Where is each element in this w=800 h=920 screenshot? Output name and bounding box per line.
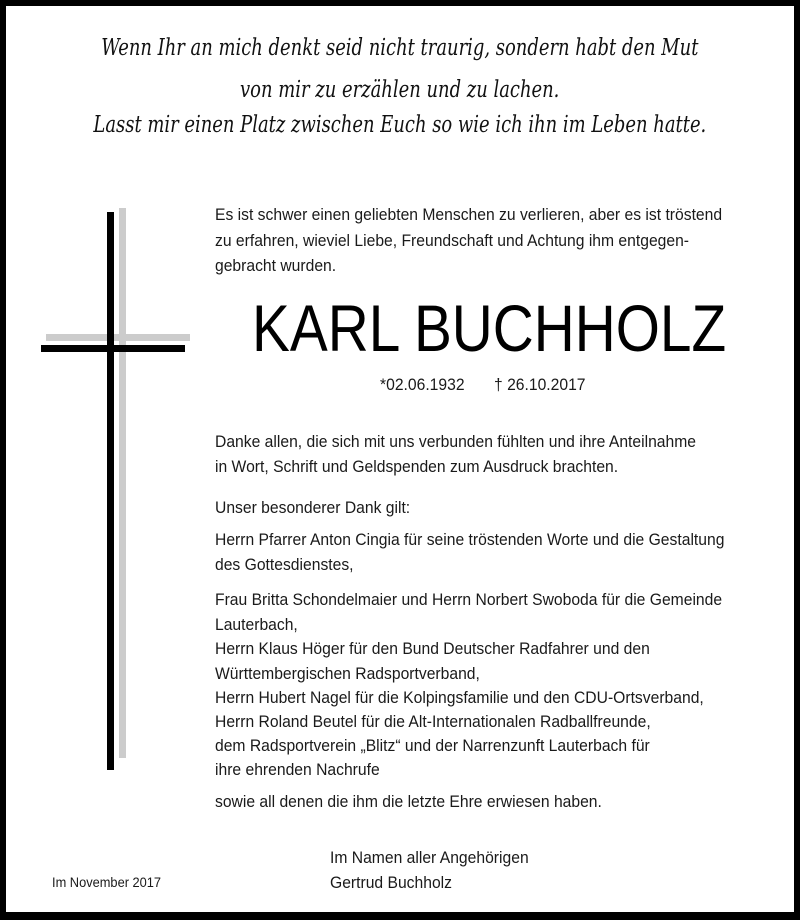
- cross-shadow-horizontal: [46, 334, 190, 341]
- thanks-line: des Gottesdienstes,: [215, 556, 354, 574]
- thanks-line: Lauterbach,: [215, 616, 298, 634]
- thanks-line: Herrn Klaus Höger für den Bund Deutscher Radfahrer und den: [215, 640, 650, 658]
- on-behalf-line: Im Namen aller Angehörigen: [330, 849, 529, 867]
- intro-line: Es ist schwer einen geliebten Menschen zu verlieren, aber es ist tröstend: [215, 206, 723, 224]
- motto-line: [0, 34, 800, 62]
- thanks-line: dem Radsportverein „Blitz“ und der Narrenzunft Lauterbach für: [215, 737, 650, 755]
- motto-text: Lasst mir einen Platz zwischen Euch so wie ich ihn im Leben hatte.: [93, 112, 707, 138]
- thanks-line: Danke allen, die sich mit uns verbunden fühlten und ihre Anteilnahme: [215, 433, 697, 451]
- thanks-line: sowie all denen die ihm die letzte Ehre erwiesen haben.: [215, 793, 602, 811]
- thanks-line: Württembergischen Radsportverband,: [215, 665, 480, 683]
- deceased-name: KARL BUCHHOLZ: [252, 291, 727, 365]
- motto-text: von mir zu erzählen und zu lachen.: [240, 77, 560, 103]
- cross-vertical: [107, 212, 114, 770]
- death-date: † 26.10.2017: [494, 376, 586, 394]
- date-line: Im November 2017: [52, 875, 162, 890]
- thanks-line: Frau Britta Schondelmaier und Herrn Norbert Swoboda für die Gemeinde: [215, 591, 723, 609]
- cross-horizontal: [41, 345, 185, 352]
- thanks-line: ihre ehrenden Nachrufe: [215, 761, 380, 779]
- intro-line: zu erfahren, wieviel Liebe, Freundschaft und Achtung ihm entgegen-: [215, 232, 690, 250]
- thanks-line: Herrn Pfarrer Anton Cingia für seine tröstenden Worte und die Gestaltung: [215, 531, 725, 549]
- motto-line: [0, 76, 800, 104]
- thanks-line: Herrn Roland Beutel für die Alt-Internationalen Radballfreunde,: [215, 713, 651, 731]
- motto-line: [0, 111, 800, 139]
- thanks-line: Herrn Hubert Nagel für die Kolpingsfamilie und den CDU-Ortsverband,: [215, 689, 704, 707]
- birth-date: *02.06.1932: [380, 376, 465, 394]
- thanks-line: Unser besonderer Dank gilt:: [215, 499, 411, 517]
- signatory: Gertrud Buchholz: [330, 874, 452, 892]
- intro-line: gebracht wurden.: [215, 257, 337, 275]
- motto-text: Wenn Ihr an mich denkt seid nicht traurig, sondern habt den Mut: [101, 35, 699, 61]
- cross-shadow-vertical: [119, 208, 126, 758]
- thanks-line: in Wort, Schrift und Geldspenden zum Ausdruck brachten.: [215, 458, 619, 476]
